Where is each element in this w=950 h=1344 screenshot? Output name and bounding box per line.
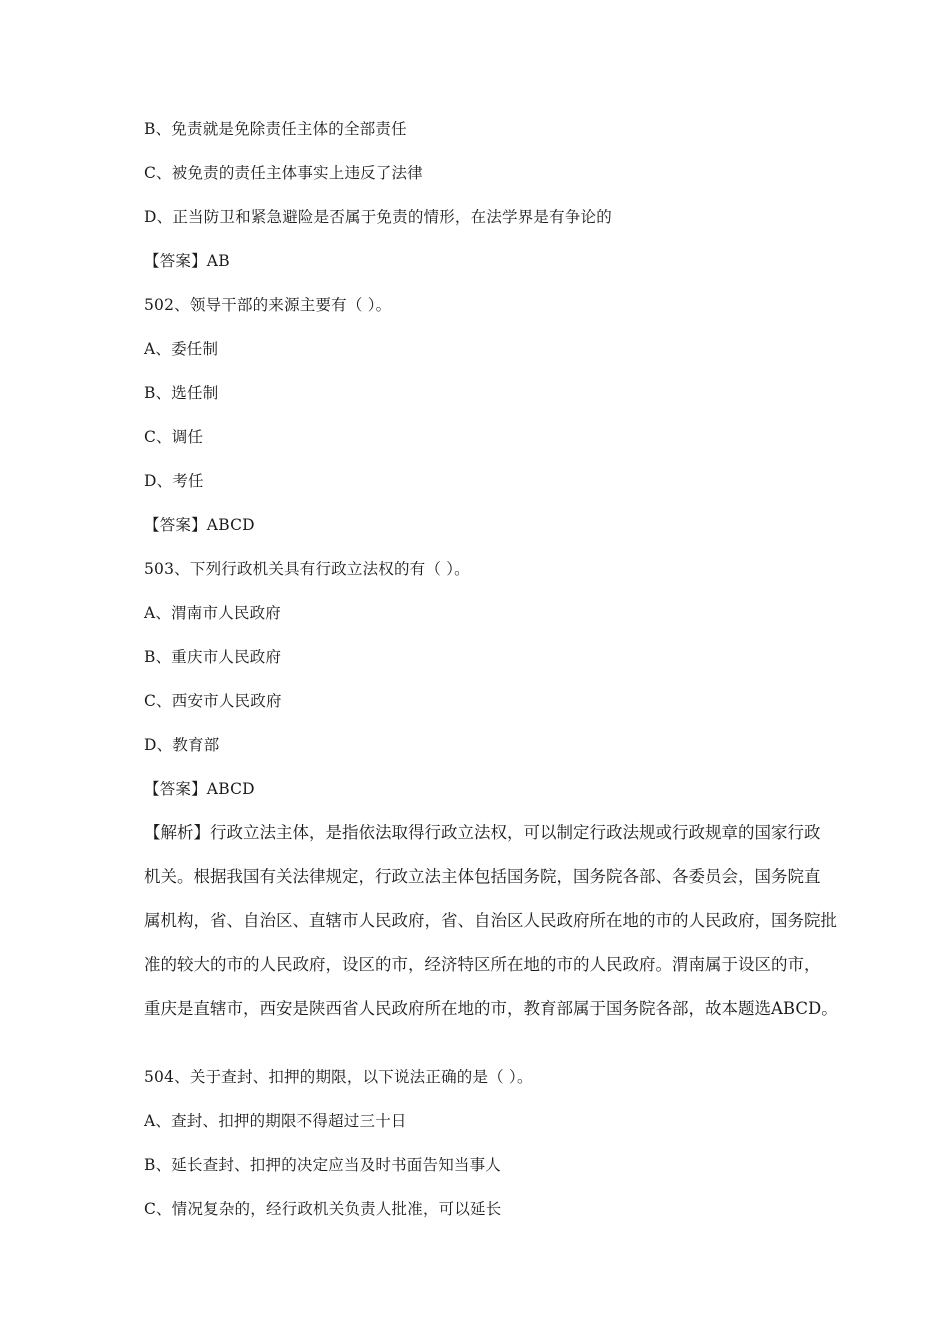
q503-option-b: B、重庆市人民政府 — [144, 648, 282, 666]
q502-option-d: D、考任 — [144, 472, 204, 490]
q502-option-a: A、委任制 — [144, 340, 219, 358]
q501-option-d: D、正当防卫和紧急避险是否属于免责的情形，在法学界是有争论的 — [144, 208, 612, 226]
q503-answer: 【答案】ABCD — [144, 780, 255, 798]
q503-option-c: C、西安市人民政府 — [144, 692, 282, 710]
q504-option-b: B、延长查封、扣押的决定应当及时书面告知当事人 — [144, 1156, 501, 1174]
q501-option-b: B、免责就是免除责任主体的全部责任 — [144, 120, 407, 138]
q502-question: 502、领导干部的来源主要有（ ）。 — [144, 296, 392, 314]
q502-answer: 【答案】ABCD — [144, 516, 255, 534]
q501-option-c: C、被免责的责任主体事实上违反了法律 — [144, 164, 423, 182]
q504-option-a: A、查封、扣押的期限不得超过三十日 — [144, 1112, 407, 1130]
q502-option-c: C、调任 — [144, 428, 204, 446]
explanation-line: 属机构，省、自治区、直辖市人民政府，省、自治区人民政府所在地的市的人民政府，国务院批 — [144, 911, 837, 930]
explanation-line: 【解析】行政立法主体，是指依法取得行政立法权，可以制定行政法规或行政规章的国家行政 — [144, 823, 821, 842]
explanation-line: 准的较大的市的人民政府，设区的市，经济特区所在地的市的人民政府。渭南属于设区的市， — [144, 955, 821, 974]
q503-explanation — [144, 823, 838, 1043]
q501-answer: 【答案】AB — [144, 252, 230, 270]
q503-option-d: D、教育部 — [144, 736, 220, 754]
explanation-line: 重庆是直辖市，西安是陕西省人民政府所在地的市，教育部属于国务院各部，故本题选ABCD。 — [144, 999, 838, 1018]
q503-question: 503、下列行政机关具有行政立法权的有（ ）。 — [144, 560, 470, 578]
q502-option-b: B、选任制 — [144, 384, 219, 402]
q503-option-a: A、渭南市人民政府 — [144, 604, 281, 622]
explanation-line: 机关。根据我国有关法律规定，行政立法主体包括国务院，国务院各部、各委员会，国务院直 — [144, 867, 821, 886]
q504-question: 504、关于查封、扣押的期限，以下说法正确的是（ ）。 — [144, 1068, 533, 1086]
q504-option-c: C、情况复杂的，经行政机关负责人批准，可以延长 — [144, 1200, 502, 1218]
